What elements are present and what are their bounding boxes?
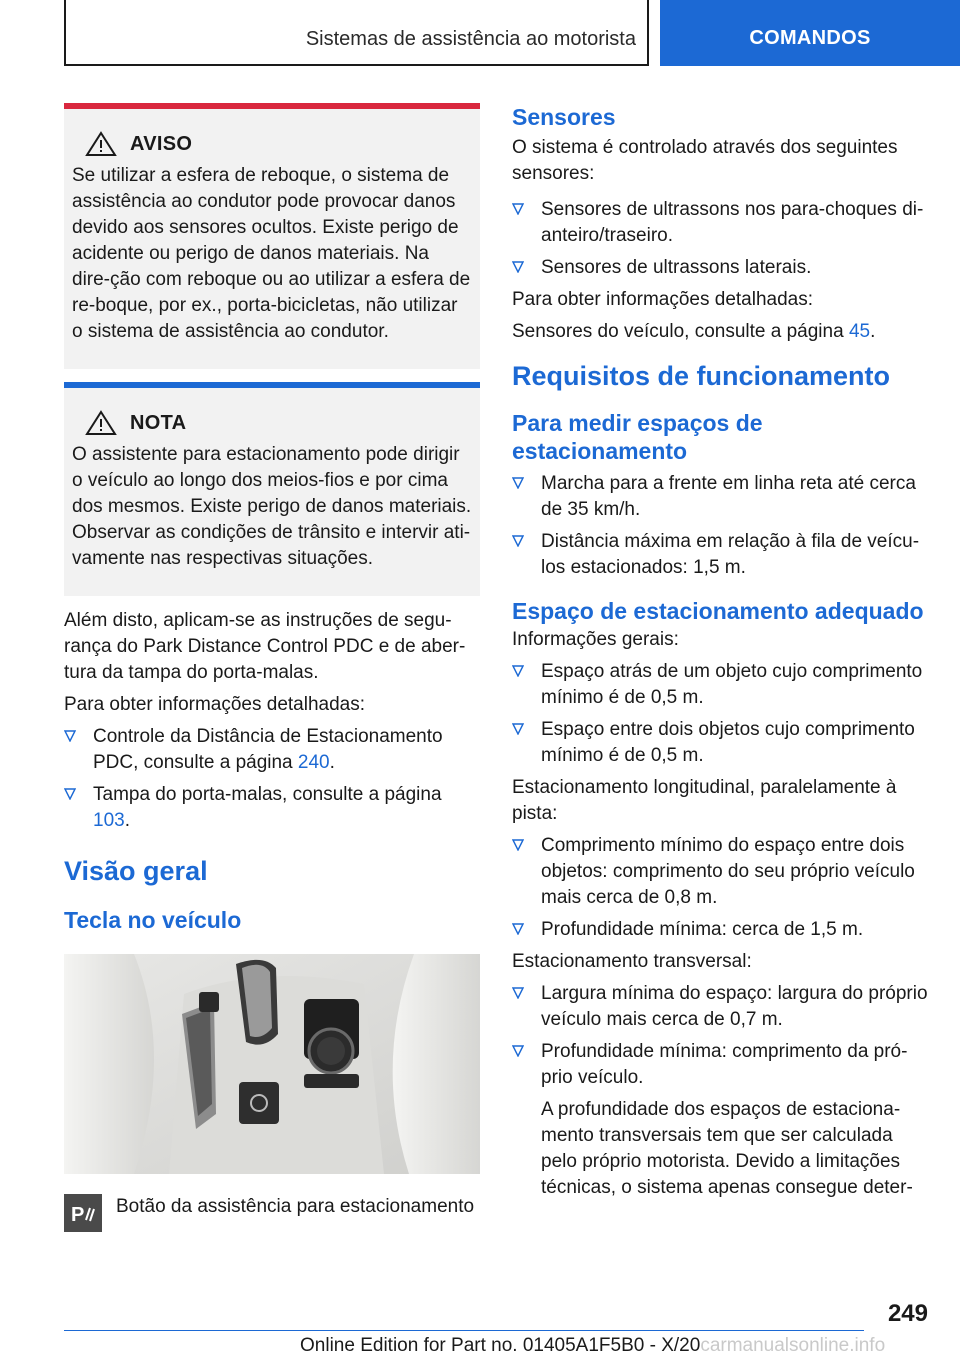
list-item	[512, 255, 932, 281]
info-paragraph: Para obter informações detalhadas:	[64, 694, 366, 715]
bullet-triangle-icon	[512, 203, 524, 215]
bullet-triangle-icon	[512, 1045, 524, 1057]
reference-list	[64, 724, 480, 834]
list-item-end: .	[329, 752, 335, 773]
transversal-label: Estacionamento transversal:	[512, 951, 752, 972]
info-paragraph: Para obter informações detalhadas:	[512, 289, 814, 310]
list-item	[512, 917, 932, 943]
list-item	[512, 833, 932, 911]
safety-paragraph: Além disto, aplicam-se as instruções de segu-rança do Park Distance Control PDC e de aber-tura da tampa do porta-malas.	[64, 610, 466, 683]
list-item-text: Tampa do porta-malas, consulte a página	[93, 784, 442, 805]
sensores-intro: O sistema é controlado através dos seguintes sensores:	[512, 137, 898, 184]
sensores-list	[512, 197, 932, 281]
bullet-triangle-icon	[64, 788, 76, 800]
list-item	[64, 782, 480, 834]
list-item-text: Sensores de ultrassons nos para-choques di-anteiro/traseiro.	[541, 199, 924, 246]
list-item-text: Comprimento mínimo do espaço entre dois objetos: comprimento do seu próprio veículo mais cerca de 0,8 m.	[541, 835, 915, 908]
list-item-end: .	[124, 810, 130, 831]
caption-text: Botão da assistência para estacionamento	[116, 1196, 475, 1217]
transversal-list	[512, 981, 932, 1201]
list-item	[512, 197, 932, 249]
page-number: 249	[887, 1300, 928, 1327]
console-illustration	[64, 954, 480, 1174]
watermark: carmanualsonline.info	[700, 1335, 886, 1356]
sensor-reference-text: Sensores do veículo, consulte a página	[512, 321, 849, 342]
nota-title: NOTA	[130, 411, 187, 434]
gerais-list	[512, 659, 932, 769]
longitudinal-label: Estacionamento longitudinal, paralelamente à pista:	[512, 777, 897, 824]
bullet-triangle-icon	[512, 839, 524, 851]
nota-text: O assistente para estacionamento pode dirigir o veículo ao longo dos meios-fios e por cima dos mesmos. Existe perigo de danos materiais. Observar as condições de trânsito e intervir ati-vamente nas respectivas situações.	[72, 444, 472, 569]
bullet-triangle-icon	[512, 477, 524, 489]
bullet-triangle-icon	[512, 665, 524, 677]
bullet-triangle-icon	[64, 730, 76, 742]
longitudinal-list	[512, 833, 932, 943]
header-section-title: Sistemas de assistência ao motorista	[305, 28, 636, 50]
section-heading-requisitos: Requisitos de funcionamento	[512, 361, 891, 391]
sensor-reference	[512, 319, 932, 345]
bullet-triangle-icon	[512, 987, 524, 999]
parking-assist-icon	[64, 1194, 102, 1232]
bullet-triangle-icon	[512, 923, 524, 935]
aviso-heading	[72, 131, 472, 157]
gerais-label: Informações gerais:	[512, 629, 679, 650]
list-item	[512, 1039, 932, 1201]
list-item-text: Marcha para a frente em linha reta até cerca de 35 km/h.	[541, 473, 916, 520]
figure-caption	[64, 1194, 480, 1232]
aviso-text: Se utilizar a esfera de reboque, o sistema de assistência ao condutor pode provocar danos devido aos sensores ocultos. Existe perigo de acidente ou perigo de danos materiais. Na dire-ção com reboque ou ao utilizar a esfera de re-boque, por ex., porta-bicicletas, não utilizar o sistema de assistência ao condutor.	[72, 165, 471, 342]
console-photo	[64, 954, 480, 1174]
header-rule-right	[647, 0, 649, 66]
aviso-box	[64, 103, 480, 369]
list-item-text: Largura mínima do espaço: largura do próprio veículo mais cerca de 0,7 m.	[541, 983, 928, 1030]
list-item-text: Profundidade mínima: comprimento da pró-prio veículo.	[541, 1041, 908, 1088]
warning-triangle-icon	[84, 131, 118, 157]
medir-list	[512, 471, 932, 581]
bullet-triangle-icon	[512, 261, 524, 273]
subheading-tecla: Tecla no veículo	[64, 907, 242, 933]
right-column	[512, 103, 932, 1207]
list-item-text: Profundidade mínima: cerca de 1,5 m.	[541, 919, 864, 940]
subheading-sensores: Sensores	[512, 104, 616, 130]
warning-triangle-icon	[84, 410, 118, 436]
list-item-text: Espaço atrás de um objeto cujo comprimento mínimo é de 0,5 m.	[541, 661, 923, 708]
list-item-text: Sensores de ultrassons laterais.	[541, 257, 812, 278]
left-column	[64, 103, 480, 1232]
edition-text: Online Edition for Part no. 01405A1F5B0 - X/20	[300, 1335, 701, 1356]
header-chapter-tab[interactable]: COMANDOS	[660, 0, 960, 66]
list-item	[512, 981, 932, 1033]
bullet-triangle-icon	[512, 723, 524, 735]
list-item	[512, 529, 932, 581]
nota-heading	[72, 410, 472, 436]
list-item	[512, 717, 932, 769]
bullet-triangle-icon	[512, 535, 524, 547]
page-link-103[interactable]: 103	[93, 810, 125, 831]
list-item	[512, 659, 932, 711]
page-link-240[interactable]: 240	[297, 752, 330, 773]
footer-edition	[300, 1335, 960, 1357]
subheading-espaco: Espaço de estacionamento adequado	[512, 598, 924, 624]
page-link-45[interactable]: 45	[848, 321, 871, 342]
transversal-note: A profundidade dos espaços de estaciona-mento transversais tem que ser calculada pelo próprio motorista. Devido a limitações técnicas, o sistema apenas consegue deter-	[541, 1099, 913, 1198]
footer-rule	[64, 1330, 864, 1331]
nota-box	[64, 382, 480, 596]
header-rule-bottom	[64, 64, 649, 66]
subheading-medir: Para medir espaços de estacionamento	[512, 410, 763, 464]
list-item	[64, 724, 480, 776]
list-item-text: Controle da Distância de Estacionamento PDC, consulte a página	[93, 726, 443, 773]
svg-text:P: P	[71, 1204, 85, 1226]
sensor-reference-end: .	[870, 321, 876, 342]
aviso-title: AVISO	[130, 132, 193, 155]
list-item-text: Espaço entre dois objetos cujo comprimento mínimo é de 0,5 m.	[541, 719, 915, 766]
section-heading-visao-geral: Visão geral	[64, 856, 208, 886]
list-item-text: Distância máxima em relação à fila de veícu-los estacionados: 1,5 m.	[541, 531, 920, 578]
list-item	[512, 471, 932, 523]
